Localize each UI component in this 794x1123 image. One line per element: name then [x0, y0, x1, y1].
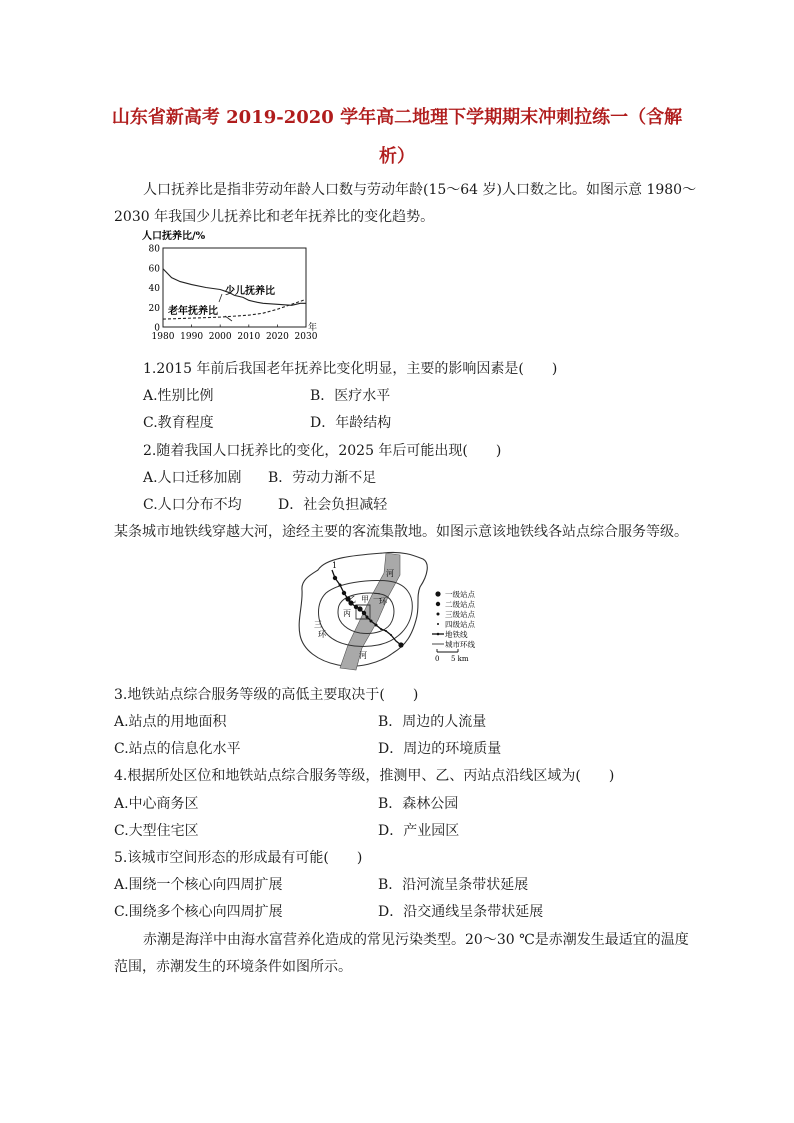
intro-paragraph-2: 某条城市地铁线穿越大河，途经主要的客流集散地。如图示意该地铁线各站点综合服务等级。: [114, 524, 688, 540]
x-tick-label: 2000: [208, 332, 232, 342]
metro-station-level2: [342, 591, 346, 595]
elderly-ratio-label: 老年抚养比: [168, 306, 218, 317]
intro-paragraph-3-line-1: 赤潮是海洋中由海水富营养化造成的常见污染类型。20～30 ℃是赤潮发生最适宜的温度: [143, 932, 689, 948]
metro-station-level3: [366, 616, 369, 619]
metro-station-map: [288, 545, 508, 675]
legend-metro-dot: [437, 633, 440, 636]
third-ring-label-1: 三: [314, 620, 322, 629]
document-title-line-1: 山东省新高考 2019-2020 学年高二地理下学期期末冲刺拉练一（含解: [111, 107, 683, 128]
second-ring-label-1: 二: [373, 592, 381, 601]
dependency-ratio-chart: [142, 228, 324, 348]
q4-option-a[interactable]: A.中心商务区: [114, 796, 199, 812]
q5-option-b[interactable]: B．沿河流呈条带状延展: [378, 877, 529, 893]
legend-level4-symbol: [437, 623, 439, 625]
legend-level1-label: 一级站点: [445, 590, 475, 599]
q1-option-a[interactable]: A.性别比例: [143, 388, 214, 404]
q4-option-d[interactable]: D．产业园区: [378, 823, 460, 839]
scale-value-label: 5 km: [451, 655, 469, 663]
q4-stem: 4.根据所处区位和地铁站点综合服务等级，推测甲、乙、丙站点沿线区域为( ): [114, 768, 615, 784]
station-bing-label: 丙: [343, 609, 351, 618]
metro-terminal-label: 1: [332, 561, 338, 570]
metro-station-level3: [339, 584, 342, 587]
metro-station-level3: [375, 624, 378, 627]
q2-stem: 2.随着我国人口抚养比的变化，2025 年后可能出现( ): [143, 443, 502, 459]
q2-option-a[interactable]: A.人口迁移加剧: [143, 470, 242, 486]
x-tick-label: 2010: [237, 332, 261, 342]
q1-stem: 1.2015 年前后我国老年抚养比变化明显，主要的影响因素是( ): [143, 361, 558, 377]
metro-station-level1: [398, 642, 403, 647]
metro-station-level3: [370, 620, 373, 623]
intro-paragraph-1-line-2: 2030 年我国少儿抚养比和老年抚养比的变化趋势。: [114, 209, 435, 225]
metro-station-level4: [385, 630, 387, 632]
intro-paragraph-3-line-2: 范围，赤潮发生的环境条件如图所示。: [114, 959, 352, 975]
q1-option-b[interactable]: B．医疗水平: [310, 388, 391, 404]
q1-option-c[interactable]: C.教育程度: [143, 415, 214, 431]
q3-option-d[interactable]: D．周边的环境质量: [378, 741, 502, 757]
scale-zero-label: 0: [435, 655, 440, 663]
chart-y-axis-label: 人口抚养比/%: [142, 231, 206, 242]
q2-option-c[interactable]: C.人口分布不均: [143, 497, 242, 513]
metro-station-level4: [390, 634, 392, 636]
legend-metro-label: 地铁线: [445, 630, 468, 639]
y-tick-label: 40: [148, 284, 160, 294]
chart-x-axis-unit: 年: [308, 323, 318, 333]
second-ring-label-2: 环: [379, 597, 387, 606]
q4-option-c[interactable]: C.大型住宅区: [114, 823, 199, 839]
x-tick-label: 2030: [294, 332, 318, 342]
metro-station-level2: [362, 611, 366, 615]
legend-ring-label: 城市环线: [445, 640, 475, 649]
x-tick-label: 1990: [180, 332, 204, 342]
q3-option-a[interactable]: A.站点的用地面积: [114, 714, 227, 730]
y-tick-label: 20: [148, 303, 160, 314]
legend-level2-symbol: [436, 602, 440, 606]
metro-station-level1: [357, 606, 362, 611]
third-ring-label-2: 环: [318, 630, 326, 639]
q3-option-b[interactable]: B．周边的人流量: [378, 714, 487, 730]
intro-paragraph-1-line-1: 人口抚养比是指非劳动年龄人口数与劳动年龄(15～64 岁)人口数之比。如图示意 1980～: [143, 182, 697, 198]
river-label-upper: 河: [386, 569, 394, 578]
legend-level4-label: 四级站点: [445, 620, 475, 629]
station-yi-label: 乙: [348, 595, 356, 604]
child-ratio-label: 少儿抚养比: [225, 286, 275, 297]
legend-level3-label: 三级站点: [445, 610, 475, 619]
legend-level2-label: 二级站点: [445, 600, 475, 609]
q3-stem: 3.地铁站点综合服务等级的高低主要取决于( ): [114, 687, 419, 703]
q5-option-d[interactable]: D．沿交通线呈条带状延展: [378, 904, 544, 920]
metro-station-level2: [333, 576, 337, 580]
legend-level1-symbol: [435, 591, 440, 596]
document-title-line-2: 析）: [379, 146, 415, 167]
q2-option-b[interactable]: B．劳动力渐不足: [268, 470, 377, 486]
chart-y-ticks: [149, 245, 161, 334]
legend-level3-symbol: [437, 613, 440, 616]
child-ratio-pointer: [219, 294, 222, 302]
q3-option-c[interactable]: C.站点的信息化水平: [114, 741, 241, 757]
x-tick-label: 1980: [151, 332, 175, 342]
y-tick-label: 80: [148, 244, 160, 255]
river-label-lower: 河: [359, 651, 367, 660]
station-jia-label: 甲: [361, 595, 369, 604]
q5-option-c[interactable]: C.围绕多个核心向四周扩展: [114, 904, 283, 920]
y-tick-label: 0: [154, 323, 160, 334]
q1-option-d[interactable]: D．年龄结构: [310, 415, 392, 431]
q2-option-d[interactable]: D．社会负担减轻: [278, 497, 388, 513]
metro-station-level4: [380, 628, 382, 630]
q4-option-b[interactable]: B．森林公园: [378, 796, 459, 812]
y-tick-label: 60: [148, 264, 160, 275]
x-tick-label: 2020: [265, 332, 289, 342]
map-legend: [432, 589, 475, 663]
q5-stem: 5.该城市空间形态的形成最有可能( ): [114, 850, 363, 866]
q5-option-a[interactable]: A.围绕一个核心向四周扩展: [114, 877, 283, 893]
